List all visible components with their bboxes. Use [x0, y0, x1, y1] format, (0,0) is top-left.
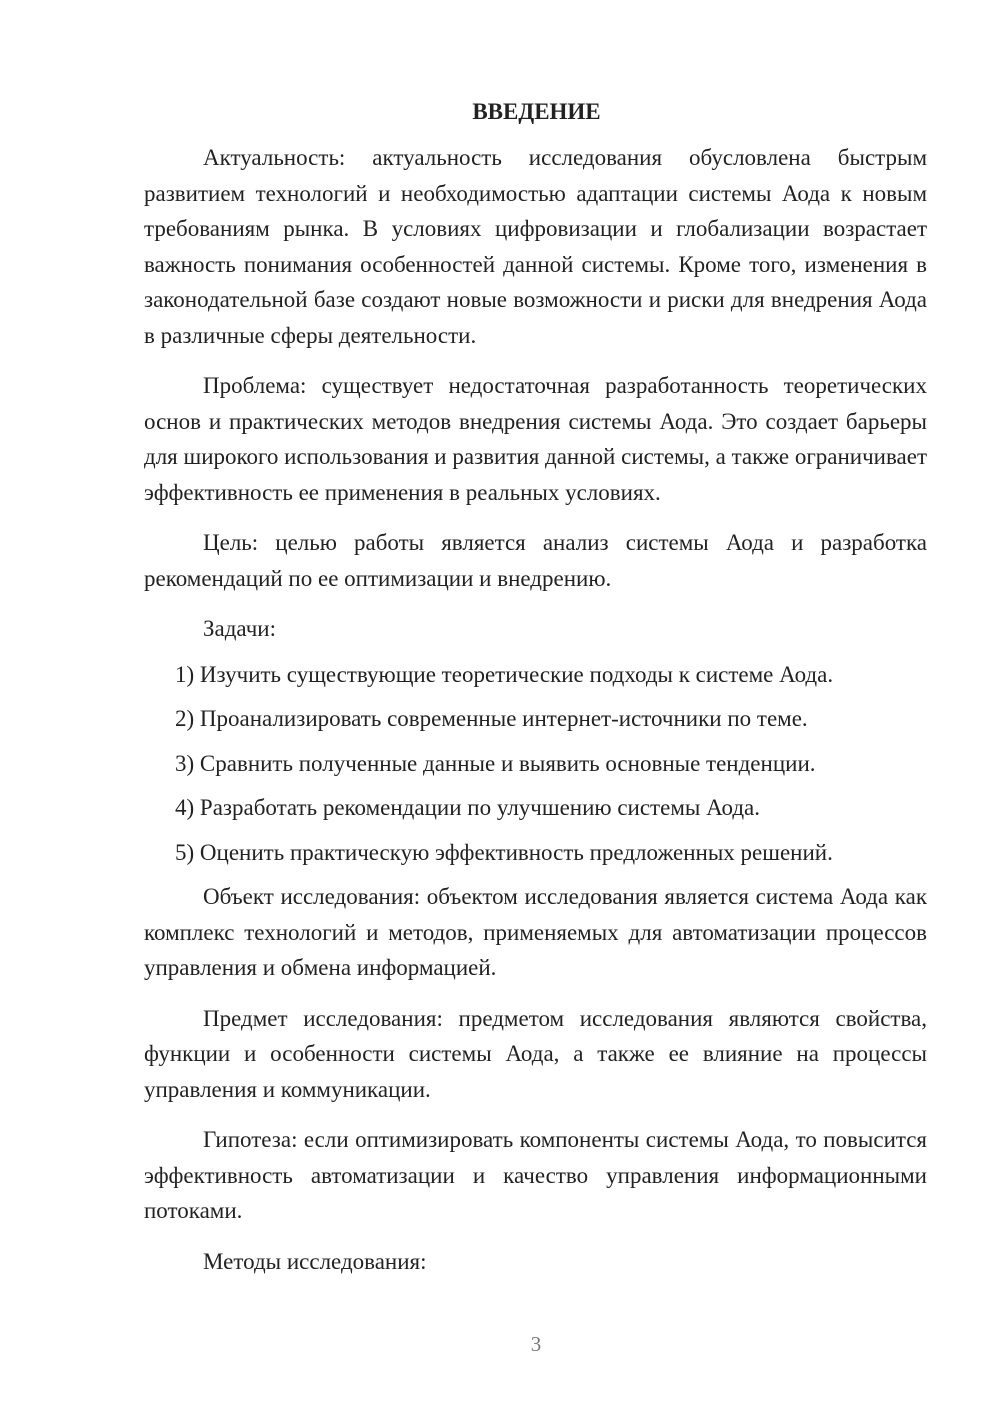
list-item: 2) Проанализировать современные интернет-источники по теме. — [175, 706, 808, 731]
methods-label: Методы исследования: — [203, 1248, 427, 1274]
paragraph-subject: Предмет исследования: предметом исследования являются свойства, функции и особенности системы Аода, а также ее влияние на процессы управления и коммуникации. — [144, 1005, 927, 1102]
paragraph-goal: Цель: целью работы является анализ системы Аода и разработка рекомендаций по ее оптимизации и внедрению. — [144, 530, 927, 591]
tasks-label: Задачи: — [203, 616, 276, 641]
paragraph-hypothesis: Гипотеза: если оптимизировать компоненты системы Аода, то повысится эффективность автоматизации и качество управления информационными потоками. — [144, 1127, 927, 1223]
list-item: 1) Изучить существующие теоретические подходы к системе Аода. — [175, 661, 834, 687]
page-number: 3 — [530, 1332, 542, 1356]
list-item: 4) Разработать рекомендации по улучшению системы Аода. — [175, 795, 761, 820]
paragraph-object: Объект исследования: объектом исследования является система Аода как комплекс технологий и методов, применяемых для автоматизации процессов управления и обмена информацией. — [144, 884, 927, 980]
page-title: ВВЕДЕНИЕ — [472, 99, 601, 124]
list-item: 3) Сравнить полученные данные и выявить основные тенденции. — [175, 750, 816, 776]
paragraph-problem: Проблема: существует недостаточная разработанность теоретических основ и практических методов внедрения системы Аода. Это создает барьеры для широкого использования и развития данной системы, а также ограничивает эффективность ее применения в реальных условиях. — [144, 373, 927, 505]
document-page — [144, 96, 927, 1289]
list-item: 5) Оценить практическую эффективность предложенных решений. — [175, 839, 833, 865]
paragraph-relevance: Актуальность: актуальность исследования обусловлена быстрым развитием технологий и необходимостью адаптации системы Аода к новым требованиям рынка. В условиях цифровизации и глобализации возрастает важность понимания особенностей данной системы. Кроме того, изменения в законодательной базе создают новые возможности и риски для внедрения Аода в различные сферы деятельности. — [144, 145, 927, 348]
tasks-list — [144, 657, 927, 871]
